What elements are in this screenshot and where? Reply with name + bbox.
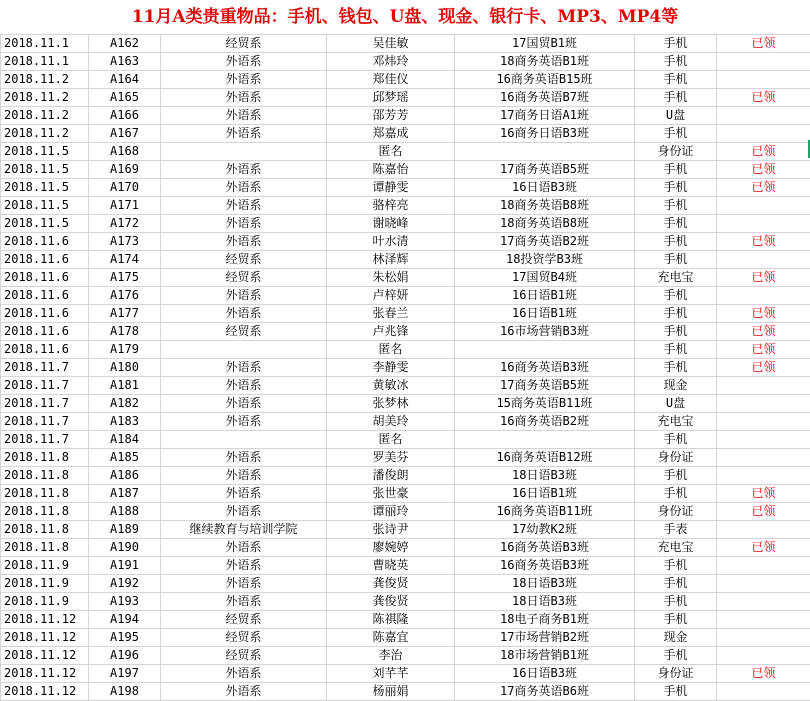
id-cell[interactable]: A182 — [89, 395, 161, 413]
id-cell[interactable]: A165 — [89, 89, 161, 107]
dept-cell[interactable]: 外语系 — [161, 107, 327, 125]
name-cell[interactable]: 张春兰 — [327, 305, 455, 323]
date-cell[interactable]: 2018.11.6 — [1, 233, 89, 251]
name-cell[interactable]: 李治 — [327, 647, 455, 665]
item-cell[interactable]: 身份证 — [635, 665, 717, 683]
item-cell[interactable]: 手机 — [635, 557, 717, 575]
date-cell[interactable]: 2018.11.7 — [1, 359, 89, 377]
date-cell[interactable]: 2018.11.12 — [1, 611, 89, 629]
name-cell[interactable]: 吴佳敏 — [327, 35, 455, 53]
status-cell[interactable] — [717, 215, 810, 233]
date-cell[interactable]: 2018.11.1 — [1, 35, 89, 53]
id-cell[interactable]: A183 — [89, 413, 161, 431]
table-row — [1, 287, 810, 305]
class-cell[interactable]: 16商务英语B3班 — [455, 557, 635, 575]
date-cell[interactable]: 2018.11.1 — [1, 53, 89, 71]
status-cell[interactable]: 已领 — [717, 143, 810, 161]
dept-cell[interactable] — [161, 431, 327, 449]
status-cell[interactable] — [717, 647, 810, 665]
class-cell[interactable]: 18商务英语B8班 — [455, 215, 635, 233]
dept-cell[interactable]: 外语系 — [161, 503, 327, 521]
date-cell[interactable]: 2018.11.5 — [1, 197, 89, 215]
class-cell[interactable]: 16商务英语B3班 — [455, 539, 635, 557]
item-cell[interactable]: 手机 — [635, 323, 717, 341]
class-cell[interactable]: 18日语B3班 — [455, 467, 635, 485]
class-cell[interactable] — [455, 341, 635, 359]
class-cell[interactable]: 16日语B1班 — [455, 305, 635, 323]
dept-cell[interactable]: 继续教育与培训学院 — [161, 521, 327, 539]
name-cell[interactable]: 刘芊芊 — [327, 665, 455, 683]
item-cell[interactable]: 手表 — [635, 521, 717, 539]
date-cell[interactable]: 2018.11.8 — [1, 521, 89, 539]
id-cell[interactable]: A188 — [89, 503, 161, 521]
id-cell[interactable]: A184 — [89, 431, 161, 449]
table-row — [1, 467, 810, 485]
name-cell[interactable]: 卢梓妍 — [327, 287, 455, 305]
id-cell[interactable]: A162 — [89, 35, 161, 53]
date-cell[interactable]: 2018.11.8 — [1, 503, 89, 521]
status-cell[interactable] — [717, 557, 810, 575]
dept-cell[interactable]: 经贸系 — [161, 611, 327, 629]
dept-cell[interactable]: 经贸系 — [161, 269, 327, 287]
name-cell[interactable]: 卢兆锋 — [327, 323, 455, 341]
status-cell[interactable]: 已领 — [717, 161, 810, 179]
status-cell[interactable] — [717, 395, 810, 413]
date-cell[interactable]: 2018.11.5 — [1, 143, 89, 161]
date-cell[interactable]: 2018.11.12 — [1, 647, 89, 665]
date-cell[interactable]: 2018.11.6 — [1, 269, 89, 287]
item-cell[interactable]: 手机 — [635, 341, 717, 359]
item-cell[interactable]: 手机 — [635, 35, 717, 53]
id-cell[interactable]: A196 — [89, 647, 161, 665]
item-cell[interactable]: 手机 — [635, 359, 717, 377]
class-cell[interactable]: 18日语B3班 — [455, 575, 635, 593]
item-cell[interactable]: 手机 — [635, 611, 717, 629]
name-cell[interactable]: 匿名 — [327, 341, 455, 359]
table-row — [1, 647, 810, 665]
table-row — [1, 539, 810, 557]
name-cell[interactable]: 张梦林 — [327, 395, 455, 413]
item-cell[interactable]: U盘 — [635, 107, 717, 125]
table-row — [1, 71, 810, 89]
date-cell[interactable]: 2018.11.6 — [1, 323, 89, 341]
item-cell[interactable]: 手机 — [635, 683, 717, 701]
status-cell[interactable]: 已领 — [717, 359, 810, 377]
id-cell[interactable]: A185 — [89, 449, 161, 467]
id-cell[interactable]: A180 — [89, 359, 161, 377]
item-cell[interactable]: 现金 — [635, 629, 717, 647]
dept-cell[interactable]: 经贸系 — [161, 647, 327, 665]
date-cell[interactable]: 2018.11.8 — [1, 485, 89, 503]
date-cell[interactable]: 2018.11.5 — [1, 215, 89, 233]
status-cell[interactable]: 已领 — [717, 503, 810, 521]
id-cell[interactable]: A191 — [89, 557, 161, 575]
date-cell[interactable]: 2018.11.5 — [1, 179, 89, 197]
item-cell[interactable]: 手机 — [635, 593, 717, 611]
sheet-title: 11月A类贵重物品：手机、钱包、U盘、现金、银行卡、MP3、MP4等 — [131, 7, 679, 27]
date-cell[interactable]: 2018.11.2 — [1, 71, 89, 89]
item-cell[interactable]: 手机 — [635, 53, 717, 71]
name-cell[interactable]: 谭丽玲 — [327, 503, 455, 521]
item-cell[interactable]: 充电宝 — [635, 269, 717, 287]
class-cell[interactable]: 18商务英语B8班 — [455, 197, 635, 215]
date-cell[interactable]: 2018.11.12 — [1, 665, 89, 683]
name-cell[interactable]: 郑佳仪 — [327, 71, 455, 89]
item-cell[interactable]: 现金 — [635, 377, 717, 395]
table-row — [1, 485, 810, 503]
name-cell[interactable]: 张诗尹 — [327, 521, 455, 539]
status-cell[interactable] — [717, 251, 810, 269]
name-cell[interactable]: 匿名 — [327, 431, 455, 449]
item-cell[interactable]: 手机 — [635, 467, 717, 485]
table-row — [1, 89, 810, 107]
status-cell[interactable] — [717, 575, 810, 593]
date-cell[interactable]: 2018.11.6 — [1, 287, 89, 305]
id-cell[interactable]: A177 — [89, 305, 161, 323]
name-cell[interactable]: 匿名 — [327, 143, 455, 161]
table-row — [1, 611, 810, 629]
table-row — [1, 503, 810, 521]
table-row — [1, 395, 810, 413]
class-cell[interactable]: 18电子商务B1班 — [455, 611, 635, 629]
dept-cell[interactable] — [161, 143, 327, 161]
id-cell[interactable]: A181 — [89, 377, 161, 395]
name-cell[interactable]: 陈嘉宜 — [327, 629, 455, 647]
date-cell[interactable]: 2018.11.9 — [1, 575, 89, 593]
class-cell[interactable]: 16日语B1班 — [455, 287, 635, 305]
name-cell[interactable]: 张世豪 — [327, 485, 455, 503]
date-cell[interactable]: 2018.11.12 — [1, 629, 89, 647]
name-cell[interactable]: 潘俊朗 — [327, 467, 455, 485]
class-cell[interactable]: 17商务日语A1班 — [455, 107, 635, 125]
status-cell[interactable] — [717, 125, 810, 143]
id-cell[interactable]: A171 — [89, 197, 161, 215]
status-cell[interactable]: 已领 — [717, 341, 810, 359]
name-cell[interactable]: 曹晓英 — [327, 557, 455, 575]
class-cell[interactable]: 18日语B3班 — [455, 593, 635, 611]
name-cell[interactable]: 陈祺隆 — [327, 611, 455, 629]
status-cell[interactable]: 已领 — [717, 89, 810, 107]
dept-cell[interactable]: 外语系 — [161, 125, 327, 143]
class-cell[interactable]: 17商务英语B6班 — [455, 683, 635, 701]
dept-cell[interactable]: 外语系 — [161, 665, 327, 683]
item-cell[interactable]: 手机 — [635, 125, 717, 143]
dept-cell[interactable]: 外语系 — [161, 359, 327, 377]
id-cell[interactable]: A167 — [89, 125, 161, 143]
id-cell[interactable]: A163 — [89, 53, 161, 71]
name-cell[interactable]: 廖婉婷 — [327, 539, 455, 557]
class-cell[interactable]: 16商务英语B3班 — [455, 359, 635, 377]
date-cell[interactable]: 2018.11.6 — [1, 341, 89, 359]
status-cell[interactable] — [717, 611, 810, 629]
dept-cell[interactable]: 外语系 — [161, 233, 327, 251]
item-cell[interactable]: 手机 — [635, 179, 717, 197]
table-row — [1, 359, 810, 377]
table-row — [1, 575, 810, 593]
class-cell[interactable]: 16商务英语B11班 — [455, 503, 635, 521]
item-cell[interactable]: 身份证 — [635, 503, 717, 521]
dept-cell[interactable]: 外语系 — [161, 539, 327, 557]
dept-cell[interactable]: 外语系 — [161, 413, 327, 431]
table-row — [1, 557, 810, 575]
table-row — [1, 377, 810, 395]
status-cell[interactable]: 已领 — [717, 305, 810, 323]
name-cell[interactable]: 邓炜玲 — [327, 53, 455, 71]
class-cell[interactable] — [455, 143, 635, 161]
date-cell[interactable]: 2018.11.2 — [1, 89, 89, 107]
dept-cell[interactable]: 外语系 — [161, 683, 327, 701]
id-cell[interactable]: A198 — [89, 683, 161, 701]
id-cell[interactable]: A172 — [89, 215, 161, 233]
table-row — [1, 233, 810, 251]
item-cell[interactable]: 手机 — [635, 431, 717, 449]
dept-cell[interactable]: 经贸系 — [161, 323, 327, 341]
id-cell[interactable]: A173 — [89, 233, 161, 251]
class-cell[interactable]: 16商务英语B7班 — [455, 89, 635, 107]
dept-cell[interactable]: 外语系 — [161, 485, 327, 503]
name-cell[interactable]: 邱梦瑶 — [327, 89, 455, 107]
item-cell[interactable]: 身份证 — [635, 143, 717, 161]
status-cell[interactable] — [717, 197, 810, 215]
item-cell[interactable]: 手机 — [635, 197, 717, 215]
date-cell[interactable]: 2018.11.2 — [1, 125, 89, 143]
status-cell[interactable] — [717, 71, 810, 89]
class-cell[interactable]: 16日语B1班 — [455, 485, 635, 503]
status-cell[interactable]: 已领 — [717, 179, 810, 197]
class-cell[interactable]: 17商务英语B5班 — [455, 161, 635, 179]
date-cell[interactable]: 2018.11.7 — [1, 395, 89, 413]
table-row — [1, 413, 810, 431]
date-cell[interactable]: 2018.11.6 — [1, 251, 89, 269]
id-cell[interactable]: A174 — [89, 251, 161, 269]
table-row — [1, 251, 810, 269]
table-row — [1, 305, 810, 323]
name-cell[interactable]: 陈嘉怡 — [327, 161, 455, 179]
dept-cell[interactable]: 外语系 — [161, 575, 327, 593]
id-cell[interactable]: A186 — [89, 467, 161, 485]
item-cell[interactable]: 充电宝 — [635, 413, 717, 431]
dept-cell[interactable]: 外语系 — [161, 449, 327, 467]
dept-cell[interactable]: 外语系 — [161, 161, 327, 179]
date-cell[interactable]: 2018.11.8 — [1, 539, 89, 557]
table-row — [1, 449, 810, 467]
class-cell[interactable]: 17国贸B4班 — [455, 269, 635, 287]
status-cell[interactable] — [717, 467, 810, 485]
status-cell[interactable]: 已领 — [717, 539, 810, 557]
dept-cell[interactable]: 外语系 — [161, 53, 327, 71]
id-cell[interactable]: A192 — [89, 575, 161, 593]
dept-cell[interactable]: 外语系 — [161, 377, 327, 395]
date-cell[interactable]: 2018.11.12 — [1, 683, 89, 701]
name-cell[interactable]: 叶水清 — [327, 233, 455, 251]
dept-cell[interactable]: 外语系 — [161, 287, 327, 305]
class-cell[interactable]: 16日语B3班 — [455, 179, 635, 197]
dept-cell[interactable]: 经贸系 — [161, 35, 327, 53]
class-cell[interactable]: 16商务英语B2班 — [455, 413, 635, 431]
status-cell[interactable] — [717, 107, 810, 125]
class-cell[interactable]: 16商务日语B3班 — [455, 125, 635, 143]
status-cell[interactable] — [717, 683, 810, 701]
date-cell[interactable]: 2018.11.8 — [1, 449, 89, 467]
status-cell[interactable] — [717, 377, 810, 395]
name-cell[interactable]: 郑嘉成 — [327, 125, 455, 143]
status-cell[interactable] — [717, 629, 810, 647]
item-cell[interactable]: 手机 — [635, 647, 717, 665]
item-cell[interactable]: 充电宝 — [635, 539, 717, 557]
id-cell[interactable]: A193 — [89, 593, 161, 611]
date-cell[interactable]: 2018.11.9 — [1, 557, 89, 575]
id-cell[interactable]: A197 — [89, 665, 161, 683]
id-cell[interactable]: A195 — [89, 629, 161, 647]
id-cell[interactable]: A178 — [89, 323, 161, 341]
date-cell[interactable]: 2018.11.2 — [1, 107, 89, 125]
name-cell[interactable]: 谭静雯 — [327, 179, 455, 197]
table-row — [1, 143, 810, 161]
status-cell[interactable] — [717, 53, 810, 71]
item-cell[interactable]: 手机 — [635, 287, 717, 305]
status-cell[interactable] — [717, 593, 810, 611]
id-cell[interactable]: A169 — [89, 161, 161, 179]
table-row — [1, 665, 810, 683]
dept-cell[interactable]: 外语系 — [161, 197, 327, 215]
table-row — [1, 521, 810, 539]
name-cell[interactable]: 杨丽娟 — [327, 683, 455, 701]
table-row — [1, 125, 810, 143]
id-cell[interactable]: A168 — [89, 143, 161, 161]
name-cell[interactable]: 龚俊贤 — [327, 575, 455, 593]
date-cell[interactable]: 2018.11.9 — [1, 593, 89, 611]
item-cell[interactable]: 手机 — [635, 215, 717, 233]
status-cell[interactable]: 已领 — [717, 485, 810, 503]
class-cell[interactable]: 18投资学B3班 — [455, 251, 635, 269]
dept-cell[interactable] — [161, 341, 327, 359]
name-cell[interactable]: 罗美芬 — [327, 449, 455, 467]
table-row — [1, 431, 810, 449]
table-row — [1, 215, 810, 233]
id-cell[interactable]: A190 — [89, 539, 161, 557]
class-cell[interactable]: 17幼教K2班 — [455, 521, 635, 539]
table-row — [1, 323, 810, 341]
class-cell[interactable]: 18商务英语B1班 — [455, 53, 635, 71]
table-row — [1, 107, 810, 125]
status-cell[interactable]: 已领 — [717, 665, 810, 683]
table-row — [1, 179, 810, 197]
id-cell[interactable]: A187 — [89, 485, 161, 503]
status-cell[interactable]: 已领 — [717, 323, 810, 341]
table-row — [1, 269, 810, 287]
status-cell[interactable]: 已领 — [717, 233, 810, 251]
item-cell[interactable]: 手机 — [635, 305, 717, 323]
item-cell[interactable]: 手机 — [635, 251, 717, 269]
dept-cell[interactable]: 经贸系 — [161, 629, 327, 647]
class-cell[interactable]: 17国贸B1班 — [455, 35, 635, 53]
date-cell[interactable]: 2018.11.7 — [1, 431, 89, 449]
status-cell[interactable]: 已领 — [717, 35, 810, 53]
dept-cell[interactable]: 外语系 — [161, 179, 327, 197]
name-cell[interactable]: 林泽辉 — [327, 251, 455, 269]
dept-cell[interactable]: 外语系 — [161, 395, 327, 413]
lost-items-table — [0, 34, 810, 701]
item-cell[interactable]: 身份证 — [635, 449, 717, 467]
dept-cell[interactable]: 经贸系 — [161, 251, 327, 269]
table-row — [1, 35, 810, 53]
name-cell[interactable]: 黄敏冰 — [327, 377, 455, 395]
status-cell[interactable]: 已领 — [717, 269, 810, 287]
dept-cell[interactable]: 外语系 — [161, 557, 327, 575]
table-row — [1, 593, 810, 611]
name-cell[interactable]: 朱松娟 — [327, 269, 455, 287]
name-cell[interactable]: 邵芳芳 — [327, 107, 455, 125]
id-cell[interactable]: A179 — [89, 341, 161, 359]
class-cell[interactable]: 17市场营销B2班 — [455, 629, 635, 647]
class-cell[interactable]: 16商务英语B15班 — [455, 71, 635, 89]
table-row — [1, 341, 810, 359]
status-cell[interactable] — [717, 413, 810, 431]
dept-cell[interactable]: 外语系 — [161, 593, 327, 611]
table-body — [1, 35, 810, 701]
status-cell[interactable] — [717, 449, 810, 467]
item-cell[interactable]: 手机 — [635, 71, 717, 89]
table-row — [1, 683, 810, 701]
class-cell[interactable] — [455, 431, 635, 449]
id-cell[interactable]: A170 — [89, 179, 161, 197]
name-cell[interactable]: 骆梓亮 — [327, 197, 455, 215]
name-cell[interactable]: 谢晓峰 — [327, 215, 455, 233]
item-cell[interactable]: 手机 — [635, 89, 717, 107]
date-cell[interactable]: 2018.11.5 — [1, 161, 89, 179]
class-cell[interactable]: 16市场营销B3班 — [455, 323, 635, 341]
class-cell[interactable]: 16日语B3班 — [455, 665, 635, 683]
item-cell[interactable]: 手机 — [635, 233, 717, 251]
item-cell[interactable]: U盘 — [635, 395, 717, 413]
id-cell[interactable]: A164 — [89, 71, 161, 89]
name-cell[interactable]: 胡美玲 — [327, 413, 455, 431]
name-cell[interactable]: 龚俊贤 — [327, 593, 455, 611]
class-cell[interactable]: 15商务英语B11班 — [455, 395, 635, 413]
id-cell[interactable]: A176 — [89, 287, 161, 305]
class-cell[interactable]: 17商务英语B5班 — [455, 377, 635, 395]
table-row — [1, 53, 810, 71]
id-cell[interactable]: A189 — [89, 521, 161, 539]
date-cell[interactable]: 2018.11.7 — [1, 377, 89, 395]
table-row — [1, 197, 810, 215]
id-cell[interactable]: A166 — [89, 107, 161, 125]
date-cell[interactable]: 2018.11.6 — [1, 305, 89, 323]
dept-cell[interactable]: 外语系 — [161, 89, 327, 107]
id-cell[interactable]: A175 — [89, 269, 161, 287]
item-cell[interactable]: 手机 — [635, 485, 717, 503]
id-cell[interactable]: A194 — [89, 611, 161, 629]
dept-cell[interactable]: 外语系 — [161, 71, 327, 89]
name-cell[interactable]: 李静雯 — [327, 359, 455, 377]
dept-cell[interactable]: 外语系 — [161, 305, 327, 323]
date-cell[interactable]: 2018.11.7 — [1, 413, 89, 431]
table-row — [1, 629, 810, 647]
item-cell[interactable]: 手机 — [635, 161, 717, 179]
table-row — [1, 161, 810, 179]
class-cell[interactable]: 18市场营销B1班 — [455, 647, 635, 665]
dept-cell[interactable]: 外语系 — [161, 467, 327, 485]
status-cell[interactable] — [717, 521, 810, 539]
class-cell[interactable]: 16商务英语B12班 — [455, 449, 635, 467]
date-cell[interactable]: 2018.11.8 — [1, 467, 89, 485]
dept-cell[interactable]: 外语系 — [161, 215, 327, 233]
status-cell[interactable] — [717, 287, 810, 305]
status-cell[interactable] — [717, 431, 810, 449]
class-cell[interactable]: 17商务英语B2班 — [455, 233, 635, 251]
item-cell[interactable]: 手机 — [635, 575, 717, 593]
